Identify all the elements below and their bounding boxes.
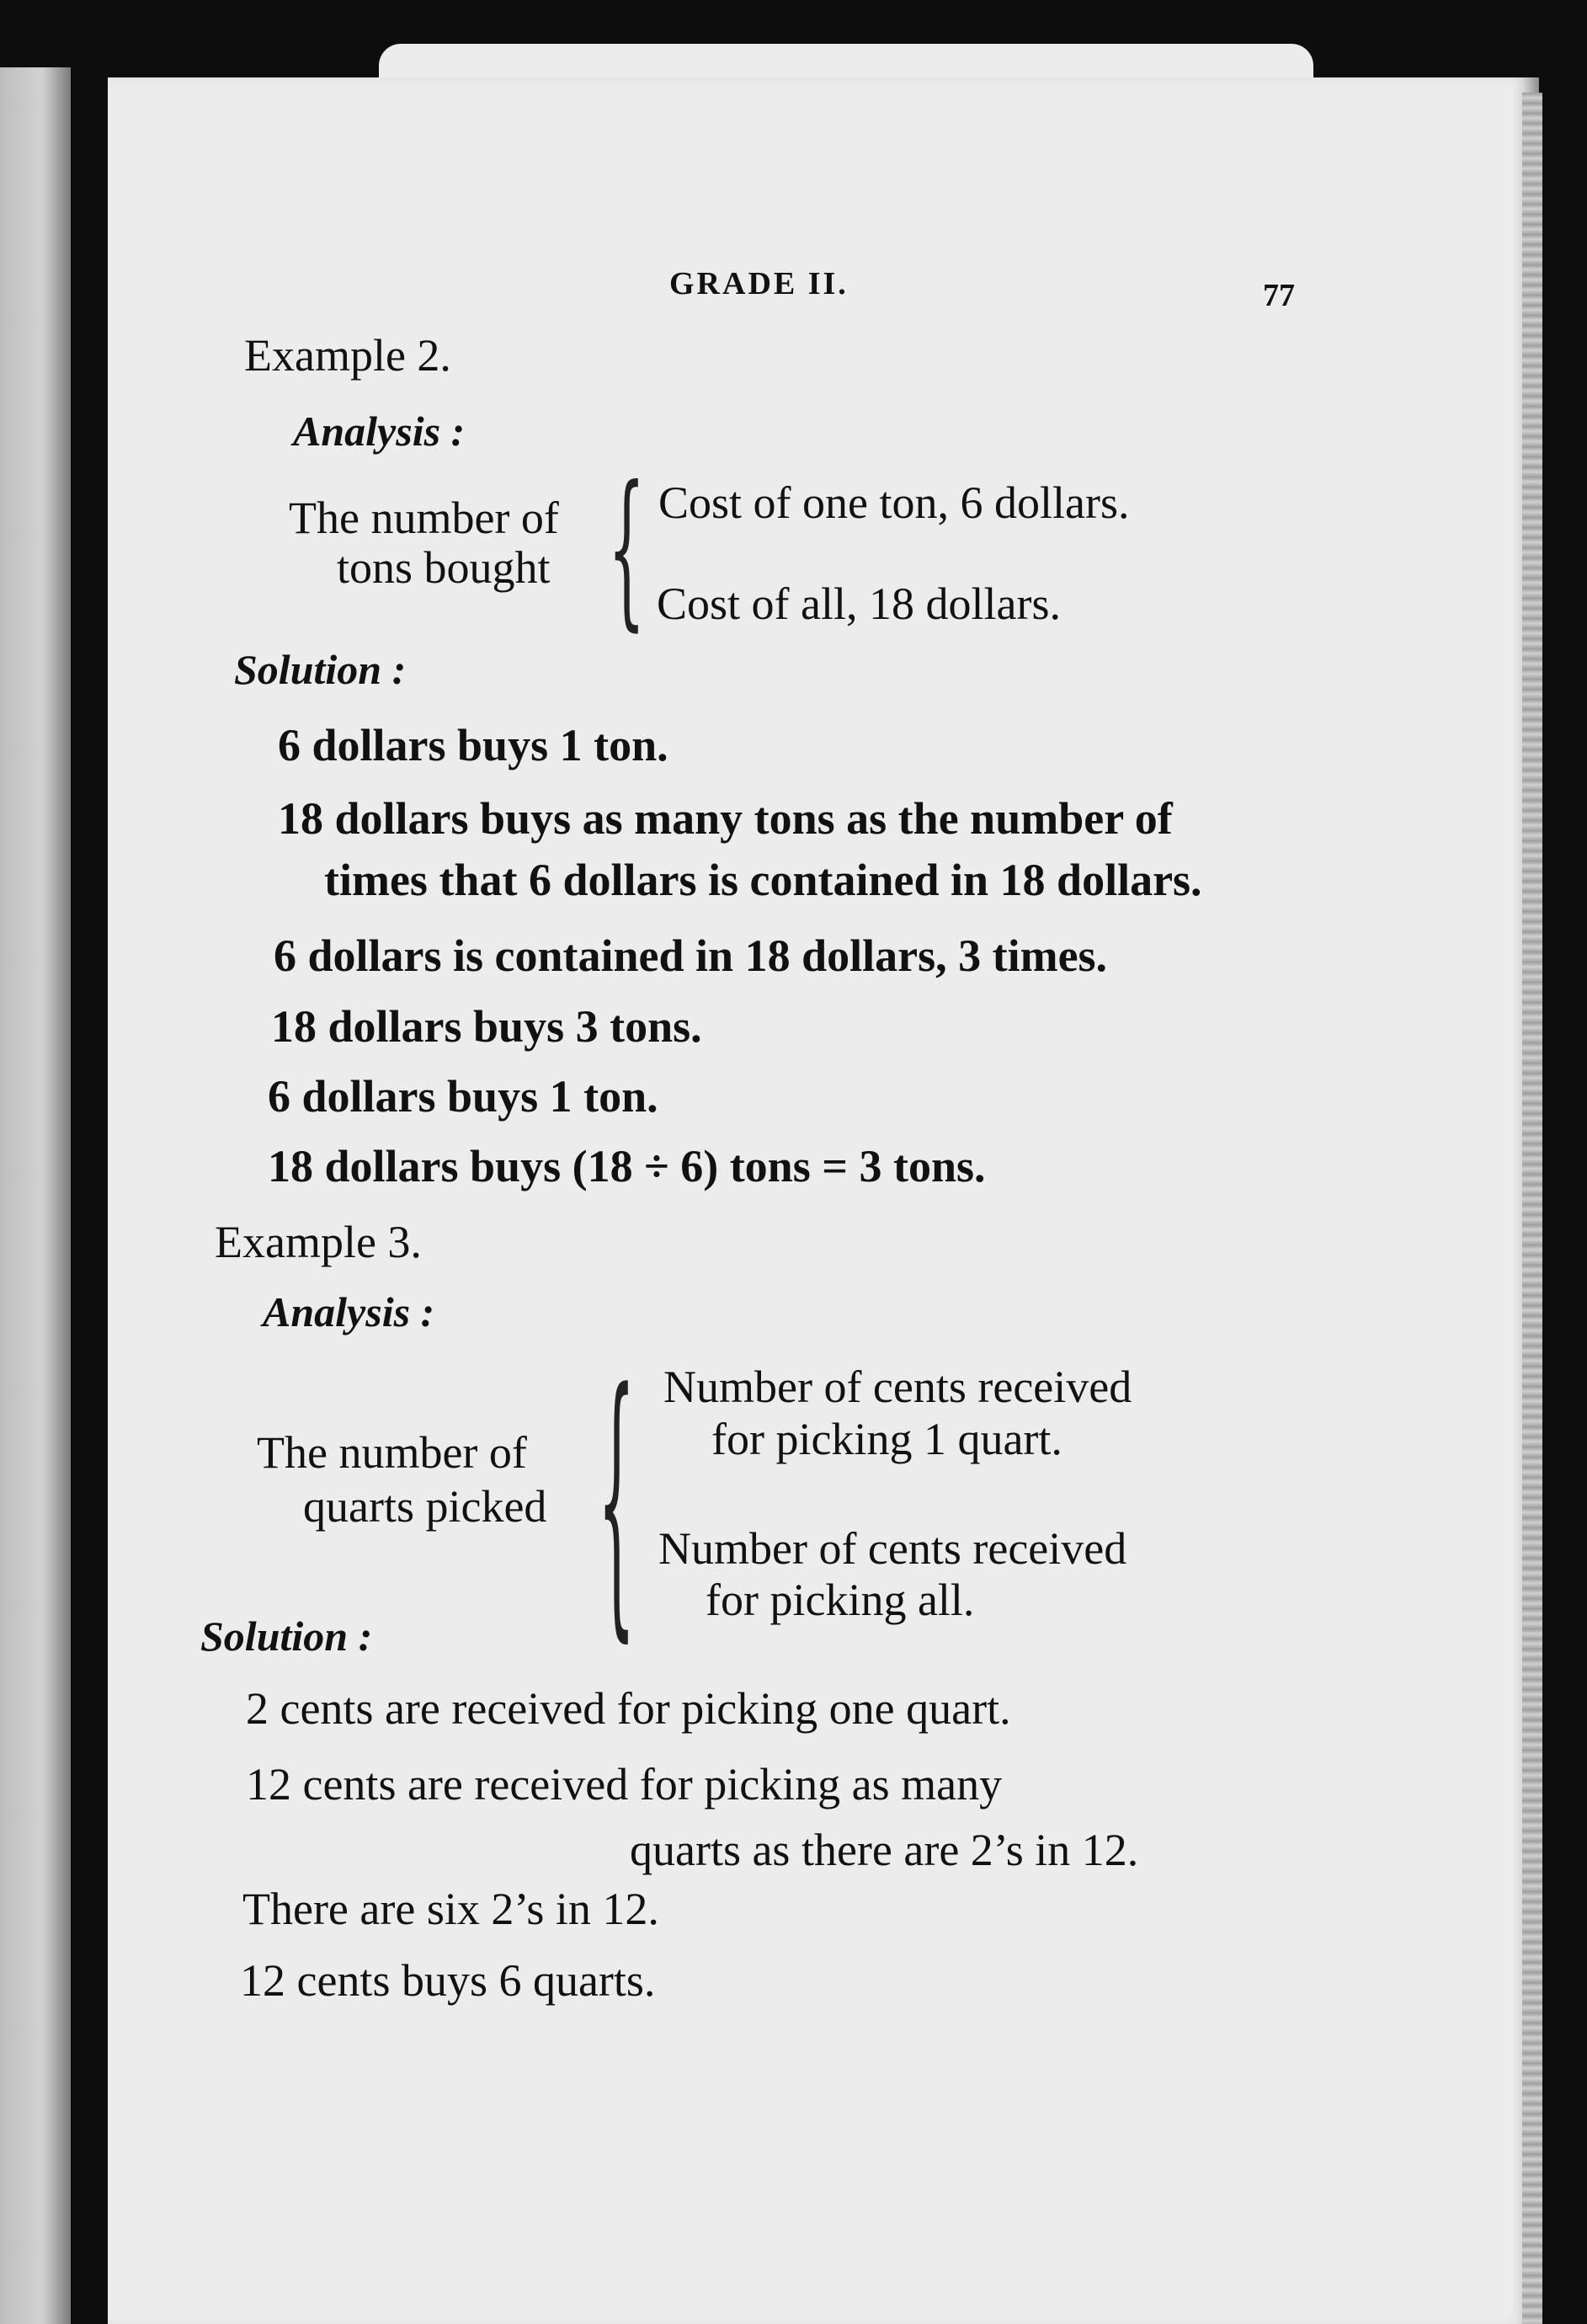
example-3-solution-line-2: 12 cents are received for picking as many — [246, 1759, 1003, 1810]
example-3-solution-line-5: 12 cents buys 6 quarts. — [240, 1955, 656, 2006]
example-3-solution-label: Solution : — [200, 1612, 373, 1660]
example-2-brace-left-line-1: The number of — [289, 493, 559, 543]
page-right-edge — [1522, 93, 1542, 2324]
example-3-brace-right-line-4: for picking all. — [706, 1575, 975, 1625]
example-2-solution-line-2: 18 dollars buys as many tons as the number of — [278, 793, 1173, 844]
example-3-solution-line-4: There are six 2’s in 12. — [242, 1884, 659, 1934]
example-3-brace-right-line-2: for picking 1 quart. — [711, 1414, 1062, 1464]
example-3-brace-left-line-2: quarts picked — [303, 1481, 547, 1532]
example-2-curly-brace: { — [608, 450, 646, 647]
example-3-solution-line-1: 2 cents are received for picking one quart. — [246, 1683, 1011, 1734]
example-3-title: Example 3. — [215, 1217, 422, 1267]
example-3-brace-left-line-1: The number of — [257, 1427, 527, 1478]
page-number: 77 — [1263, 278, 1295, 313]
example-2-solution-label: Solution : — [234, 646, 407, 693]
example-2-brace-right-line-1: Cost of one ton, 6 dollars. — [658, 477, 1130, 528]
example-2-analysis-label: Analysis : — [293, 408, 466, 455]
example-3-solution-line-3: quarts as there are 2’s in 12. — [630, 1825, 1139, 1875]
running-header: GRADE II. — [669, 266, 849, 301]
example-2-brace-left-line-2: tons bought — [337, 542, 551, 593]
example-2-brace-right-line-2: Cost of all, 18 dollars. — [657, 578, 1061, 629]
example-2-solution-line-3: times that 6 dollars is contained in 18 dollars. — [324, 855, 1202, 905]
example-2-solution-line-1: 6 dollars buys 1 ton. — [278, 720, 668, 770]
example-2-solution-line-6: 6 dollars buys 1 ton. — [268, 1071, 658, 1122]
facing-page-edge — [0, 67, 71, 2324]
example-3-analysis-label: Analysis : — [263, 1288, 435, 1335]
example-2-solution-line-7: 18 dollars buys (18 ÷ 6) tons = 3 tons. — [268, 1141, 986, 1191]
example-2-title: Example 2. — [244, 330, 451, 381]
example-3-brace-right-line-1: Number of cents received — [663, 1362, 1132, 1412]
example-3-curly-brace: { — [598, 1331, 636, 1667]
example-2-solution-line-5: 18 dollars buys 3 tons. — [271, 1001, 702, 1052]
example-3-brace-right-line-3: Number of cents received — [658, 1523, 1127, 1574]
example-2-solution-line-4: 6 dollars is contained in 18 dollars, 3 times. — [274, 930, 1108, 981]
